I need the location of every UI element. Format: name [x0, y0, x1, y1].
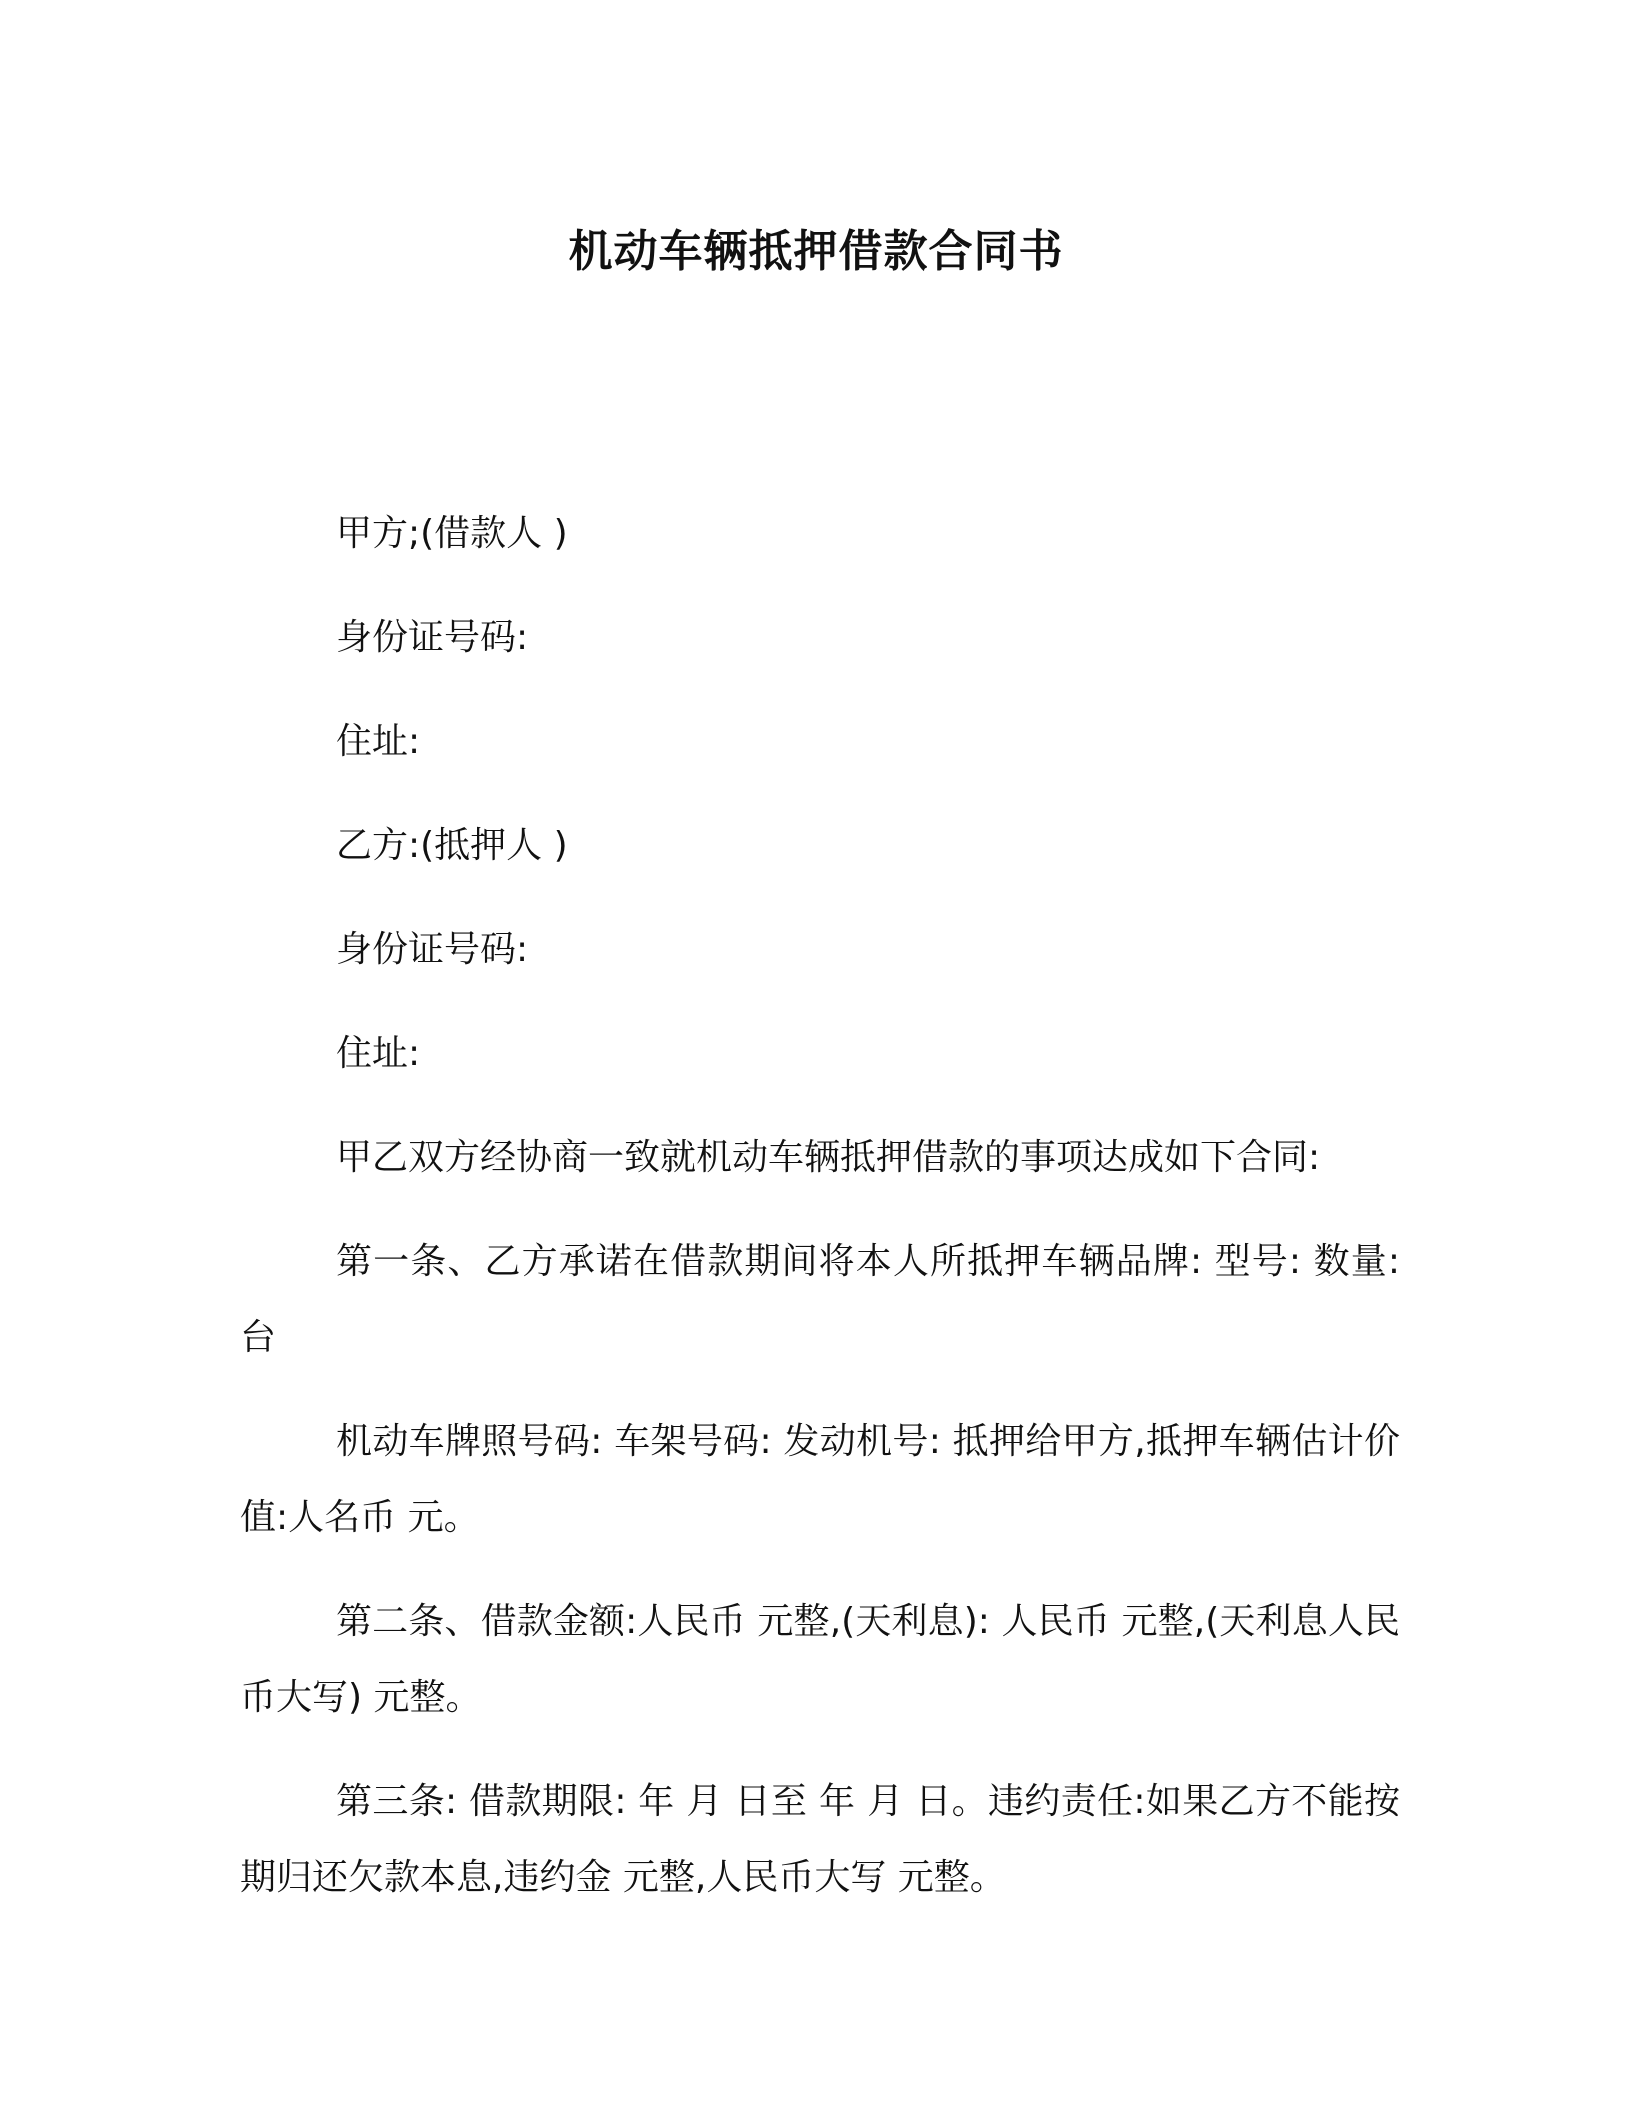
- article-1-continuation-paragraph: 机动车牌照号码: 车架号码: 发动机号: 抵押给甲方,抵押车辆估计价值:人名币 元。: [240, 1421, 1400, 1538]
- party-b-address-line: 住址:: [336, 1033, 421, 1074]
- document-title: 机动车辆抵押借款合同书: [568, 226, 1064, 277]
- article-3-paragraph: 第三条: 借款期限: 年 月 日至 年 月 日。违约责任:如果乙方不能按期归还欠款本息,违约金 元整,人民币大写 元整。: [240, 1781, 1400, 1898]
- document-body: [240, 496, 1400, 1944]
- party-b-line: 乙方:(抵押人 ): [336, 825, 568, 866]
- party-a-address-line: 住址:: [336, 721, 421, 762]
- article-1-paragraph: 第一条、乙方承诺在借款期间将本人所抵押车辆品牌: 型号: 数量: 台: [240, 1241, 1400, 1358]
- party-a-id-line: 身份证号码:: [336, 617, 529, 658]
- party-b-id-line: 身份证号码:: [336, 929, 529, 970]
- party-a-line: 甲方;(借款人 ): [336, 513, 568, 554]
- preamble-paragraph: 甲乙双方经协商一致就机动车辆抵押借款的事项达成如下合同:: [336, 1137, 1321, 1178]
- article-2-paragraph: 第二条、借款金额:人民币 元整,(天利息): 人民币 元整,(天利息人民币大写) 元整。: [240, 1601, 1400, 1718]
